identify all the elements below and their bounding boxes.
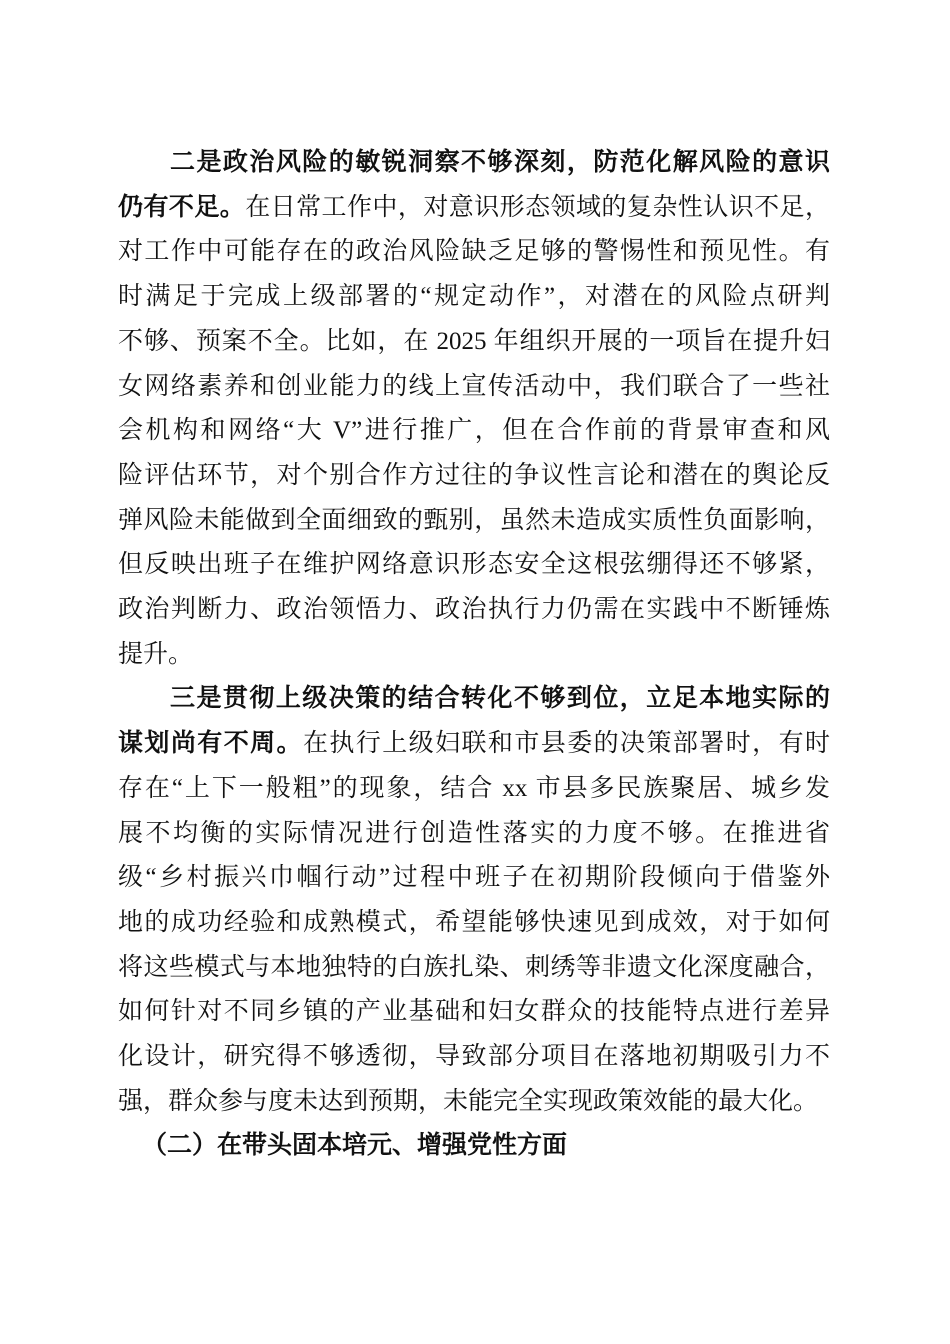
paragraph-text: 政治判断力、政治领悟力、政治执行力仍需在实践中不断锤炼 [118,596,830,624]
paragraph-text: 地的成功经验和成熟模式，希望能够快速见到成效，对于如何 [118,908,830,936]
paragraph-text: 在执行上级妇联和市县委的决策部署时，有时 [302,730,830,758]
paragraph-text: 展不均衡的实际情况进行创造性落实的力度不够。在推进省 [118,819,830,847]
paragraph-text: 化设计，研究得不够透彻，导致部分项目在落地初期吸引力不 [118,1043,830,1071]
paragraph-text: 弹风险未能做到全面细致的甄别，虽然未造成实质性负面影响， [118,506,830,534]
text-line [118,946,830,991]
text-line [118,365,830,410]
text-line [118,543,830,588]
text-line [118,320,830,365]
paragraph-text: 将这些模式与本地独特的白族扎染、刺绣等非遗文化深度融合， [118,953,830,981]
paragraph-lead-text: 三是贯彻上级决策的结合转化不够到位，立足本地实际的 [170,685,830,713]
text-line [118,812,830,857]
paragraph [118,141,830,677]
text-line [118,767,830,812]
paragraph-text: 但反映出班子在维护网络意识形态安全这根弦绷得还不够紧， [118,551,830,579]
paragraph-text: 在日常工作中，对意识形态领域的复杂性认识不足， [245,193,830,221]
text-line [118,901,830,946]
paragraph-lead-text: 仍有不足。 [118,193,246,221]
paragraph-text: 女网络素养和创业能力的线上宣传活动中，我们联合了一些社 [118,372,830,400]
paragraph-text: 不够、预案不全。比如，在 2025 年组织开展的一项旨在提升妇 [118,327,830,355]
document-page [118,141,830,1169]
paragraph-text: 存在“上下一般粗”的现象，结合 xx 市县多民族聚居、城乡发 [118,774,830,802]
text-line [118,409,830,454]
paragraph-text: 时满足于完成上级部署的“规定动作”，对潜在的风险点研判 [118,283,830,311]
text-line [118,1080,830,1125]
paragraph-text: 级“乡村振兴巾帼行动”过程中班子在初期阶段倾向于借鉴外 [118,864,830,892]
text-line [118,141,830,186]
text-line [118,633,830,678]
paragraph-text: 提升。 [118,640,194,668]
text-line [118,677,830,722]
paragraph-lead-text: 谋划尚有不周。 [118,730,303,758]
text-line [118,499,830,544]
text-line [118,722,830,767]
text-line [118,856,830,901]
paragraph-text: 险评估环节，对个别合作方过往的争议性言论和潜在的舆论反 [118,461,830,489]
paragraph-text: 如何针对不同乡镇的产业基础和妇女群众的技能特点进行差异 [118,998,830,1026]
text-line [118,454,830,499]
paragraph [118,677,830,1124]
text-line [118,275,830,320]
paragraph-text: 对工作中可能存在的政治风险缺乏足够的警惕性和预见性。有 [118,238,830,266]
paragraph-lead-text: 二是政治风险的敏锐洞察不够深刻，防范化解风险的意识 [170,149,830,176]
paragraph-text: 会机构和网络“大 V”进行推广，但在合作前的背景审查和风 [118,417,830,445]
text-line [118,230,830,275]
text-line [118,588,830,633]
paragraph-text: 强，群众参与度未达到预期，未能完全实现政策效能的最大化。 [118,1087,819,1115]
text-line [118,1035,830,1080]
text-line [118,186,830,231]
section-heading: （二）在带头固本培元、增强党性方面 [142,1132,568,1160]
text-line [118,990,830,1035]
